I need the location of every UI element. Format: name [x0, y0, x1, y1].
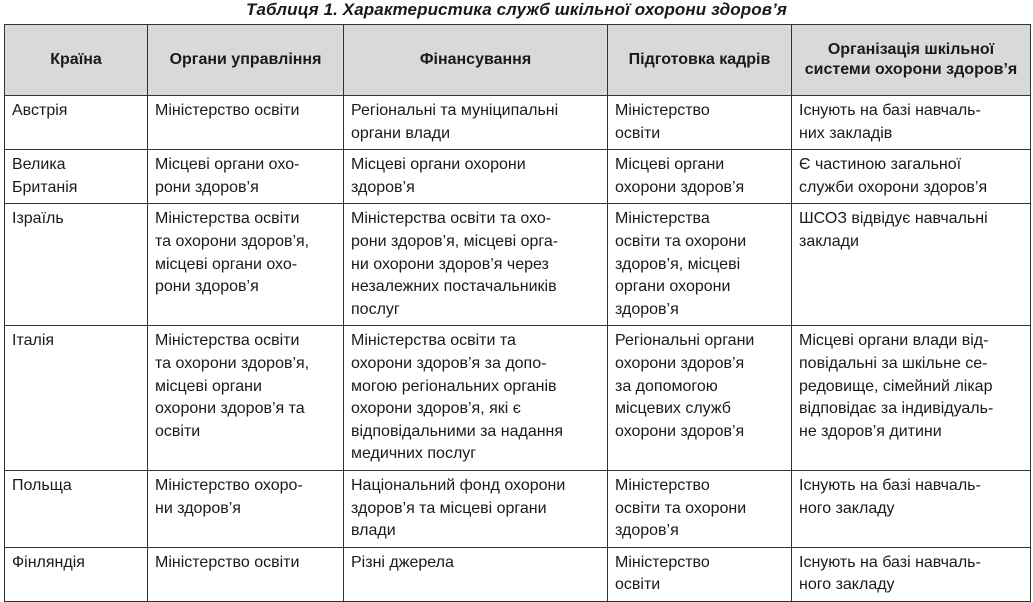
- cell-country: Австрія: [5, 96, 148, 150]
- table-row: [5, 326, 1031, 471]
- cell-organization: ШСОЗ відвідує навчальні заклади: [792, 204, 1031, 326]
- cell-organization: Існують на базі навчаль- ного закладу: [792, 547, 1031, 601]
- table-caption: Таблиця 1. Характеристика служб шкільної охорони здоров’я: [245, 0, 788, 19]
- cell-country: Італія: [5, 326, 148, 471]
- cell-training: Міністерство освіти та охорони здоров’я: [608, 470, 792, 547]
- cell-organization: Місцеві органи влади від- повідальні за шкільне се- редовище, сімейний лікар відповідає за індивідуаль- не здоров’я дитини: [792, 326, 1031, 471]
- school-health-services-table: [4, 24, 1031, 602]
- table-row: [5, 96, 1031, 150]
- header-financing: Фінансування: [344, 25, 608, 96]
- header-governance: Органи управління: [148, 25, 344, 96]
- cell-financing: Регіональні та муніципальні органи влади: [344, 96, 608, 150]
- cell-governance: Міністерство освіти: [148, 96, 344, 150]
- cell-governance: Міністерства освіти та охорони здоров’я, місцеві органи охорони здоров’я та освіти: [148, 326, 344, 471]
- table-row: [5, 547, 1031, 601]
- cell-country: Польща: [5, 470, 148, 547]
- header-country: Країна: [5, 25, 148, 96]
- cell-training: Регіональні органи охорони здоров’я за допомогою місцевих служб охорони здоров’я: [608, 326, 792, 471]
- cell-training: Міністерства освіти та охорони здоров’я, місцеві органи охорони здоров’я: [608, 204, 792, 326]
- cell-financing: Місцеві органи охорони здоров’я: [344, 150, 608, 204]
- cell-country: Велика Британія: [5, 150, 148, 204]
- cell-financing: Міністерства освіти та охо- рони здоров’я, місцеві орга- ни охорони здоров’я через незалежних постачальників послуг: [344, 204, 608, 326]
- cell-financing: Національний фонд охорони здоров’я та місцеві органи влади: [344, 470, 608, 547]
- table-row: [5, 470, 1031, 547]
- cell-training: Міністерство освіти: [608, 96, 792, 150]
- cell-governance: Місцеві органи охо- рони здоров’я: [148, 150, 344, 204]
- cell-training: Міністерство освіти: [608, 547, 792, 601]
- cell-governance: Міністерство охоро- ни здоров’я: [148, 470, 344, 547]
- header-organization: Організація шкільної системи охорони здоров’я: [792, 25, 1031, 96]
- table-row: [5, 150, 1031, 204]
- cell-country: Ізраїль: [5, 204, 148, 326]
- cell-organization: Існують на базі навчаль- них закладів: [792, 96, 1031, 150]
- cell-organization: Існують на базі навчаль- ного закладу: [792, 470, 1031, 547]
- header-row: [5, 25, 1031, 96]
- cell-country: Фінляндія: [5, 547, 148, 601]
- table-row: [5, 204, 1031, 326]
- header-training: Підготовка кадрів: [608, 25, 792, 96]
- cell-financing: Різні джерела: [344, 547, 608, 601]
- cell-organization: Є частиною загальної служби охорони здоров’я: [792, 150, 1031, 204]
- cell-training: Місцеві органи охорони здоров’я: [608, 150, 792, 204]
- cell-financing: Міністерства освіти та охорони здоров’я за допо- могою регіональних органів охорони здоров’я, які є відповідальними за надання медичних послуг: [344, 326, 608, 471]
- cell-governance: Міністерства освіти та охорони здоров’я, місцеві органи охо- рони здоров’я: [148, 204, 344, 326]
- cell-governance: Міністерство освіти: [148, 547, 344, 601]
